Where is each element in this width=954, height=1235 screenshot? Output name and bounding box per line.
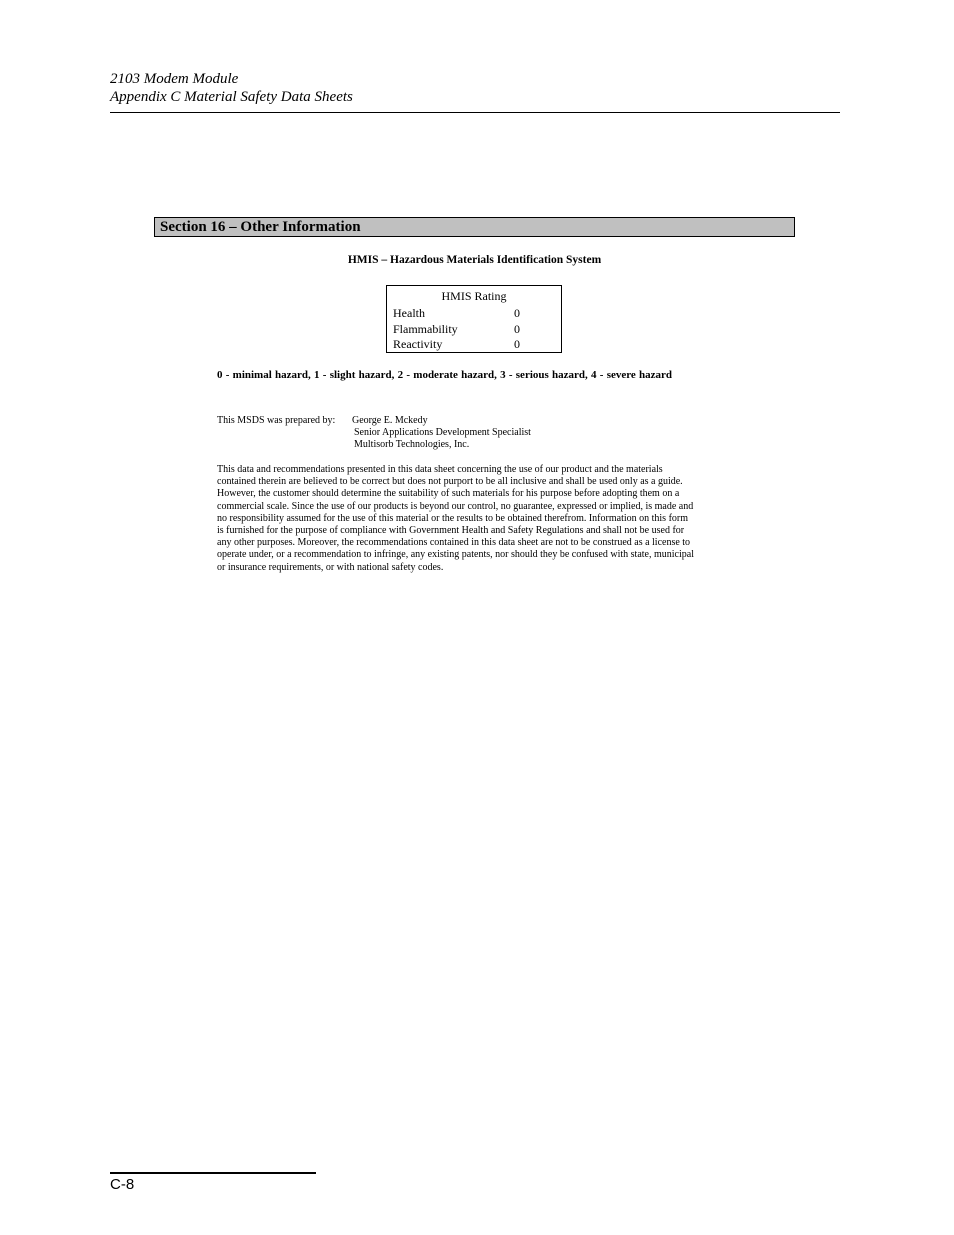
hmis-label: Reactivity — [393, 337, 443, 351]
hmis-label: Flammability — [393, 322, 458, 336]
header-rule — [110, 112, 840, 113]
disclaimer-line: or insurance requirements, or with national safety codes. — [217, 561, 444, 573]
disclaimer-paragraph — [217, 464, 733, 574]
section-title: Section 16 – Other Information — [160, 219, 361, 235]
page-number: C-8 — [110, 1176, 135, 1193]
hmis-row-health — [393, 306, 561, 321]
disclaimer-line: commercial scale. Since the use of our products is beyond our control, no guarantee, expressed or implied, is made and — [217, 500, 694, 512]
section-title-bar — [154, 217, 795, 237]
hmis-label: Health — [393, 306, 425, 320]
disclaimer-line: contained therein are believed to be correct but does not purport to be all inclusive and shall be used only as a guide. — [217, 476, 683, 488]
preparer-title: Senior Applications Development Specialist — [354, 427, 531, 438]
hmis-value: 0 — [514, 322, 520, 336]
prepared-by-label: This MSDS was prepared by: — [217, 415, 336, 426]
header-appendix-title: Appendix C Material Safety Data Sheets — [110, 89, 353, 105]
hmis-row-flammability — [393, 322, 561, 337]
hazard-scale-legend: 0 - minimal hazard, 1 - slight hazard, 2 - moderate hazard, 3 - serious hazard, 4 - severe hazard — [217, 369, 673, 381]
page-header — [110, 70, 353, 106]
hmis-value: 0 — [514, 337, 520, 351]
preparer-company: Multisorb Technologies, Inc. — [354, 439, 470, 450]
disclaimer-line: This data and recommendations presented in this data sheet concerning the use of our product and the materials — [217, 464, 663, 475]
disclaimer-line: any other purposes. Moreover, the recommendations contained in this data sheet are not to be construed as a license to — [217, 537, 691, 549]
hmis-divider — [474, 352, 561, 353]
footer-rule — [110, 1172, 316, 1174]
disclaimer-line: no responsibility assumed for the use of this material or the results to be obtained therefrom. Information on this form — [217, 512, 689, 524]
disclaimer-line: However, the customer should determine the suitability of such materials for his purpose before adopting them on a — [217, 488, 680, 500]
hmis-rating-table — [386, 285, 562, 353]
hmis-value: 0 — [514, 306, 520, 320]
disclaimer-line: operate under, or a recommendation to infringe, any existing patents, nor should they be confused with state, municipal — [217, 549, 694, 561]
disclaimer-line: is furnished for the purpose of compliance with Government Health and Safety Regulations and shall not be used for — [217, 525, 685, 537]
hmis-row-reactivity — [393, 337, 561, 352]
header-document-title: 2103 Modem Module — [110, 71, 239, 87]
hmis-rating-title: HMIS Rating — [441, 289, 507, 303]
hmis-heading: HMIS – Hazardous Materials Identification System — [347, 254, 602, 266]
preparer-name: George E. Mckedy — [352, 415, 428, 426]
